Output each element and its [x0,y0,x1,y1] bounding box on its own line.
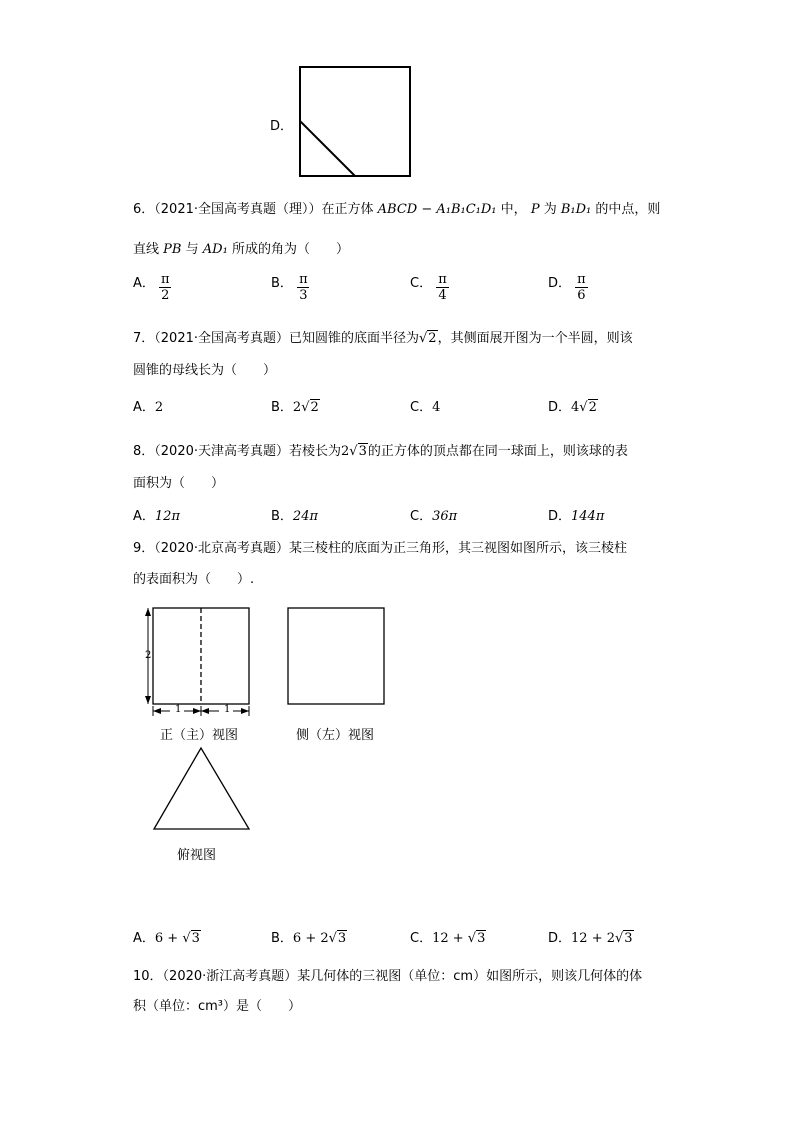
option-fraction: $\frac{\pi}{3}$ [299,272,308,303]
sqrt-expr: √2 [579,400,597,415]
option-value: 12 + [432,931,468,946]
q9-side-label: 侧（左）视图 [296,728,375,743]
option-label: B． [271,276,293,291]
q6-cube-expr: ABCD − A₁B₁C₁D₁ [377,202,497,217]
q5-option-d-figure [299,66,413,178]
q6-text-mid2: 为 [543,202,557,217]
q9-dim-left: 1 [175,704,182,715]
q7-text-a: 7．（2021·全国高考真题）已知圆锥的底面半径为 [133,331,419,346]
option-label: A． [133,400,155,415]
option-label: D． [548,509,572,524]
q6-point-p: P [530,202,540,217]
option-fraction: $\frac{\pi}{4}$ [438,272,447,303]
q6-segment-b1d1: B₁D₁ [560,202,592,217]
q6-option-a[interactable] [133,272,172,303]
option-label: A． [133,276,155,291]
sqrt-expr: √3 [328,931,347,946]
q9-option-a[interactable] [133,927,201,946]
option-coef: 4 [571,400,580,415]
q7-line2: 圆锥的母线长为（ ） [133,363,277,378]
q9-option-d[interactable] [548,927,634,946]
q7-line1 [133,327,633,346]
option-value: 6 + [154,931,183,946]
q10-line1: 10．（2020·浙江高考真题）某几何体的三视图（单位：cm）如图所示，则该几何体的体 [133,969,643,984]
option-fraction: $\frac{\pi}{2}$ [161,272,170,303]
q5-option-d-label: D． [270,119,294,134]
q9-option-b[interactable] [271,927,347,946]
q6-line2 [133,238,349,257]
sqrt-expr: √3 [467,931,486,946]
option-value: 4 [432,400,441,415]
q6-line2-c: 所成的角为（ ） [231,242,349,257]
option-label: D． [548,400,572,415]
top-view-triangle [154,748,249,829]
option-fraction: $\frac{\pi}{6}$ [577,272,586,303]
q9-option-c[interactable] [410,927,486,946]
q8-text-b: 的正方体的顶点都在同一球面上，则该球的表 [367,444,628,459]
arrow-right-icon [241,708,249,714]
arrow-right-icon [193,708,201,714]
q7-option-d[interactable] [548,396,598,415]
option-label: B． [271,509,293,524]
q6-source: 6．（2021·全国高考真题（理））在正方体 [133,202,374,217]
q7-option-c[interactable] [410,396,440,415]
q8-option-c[interactable] [410,505,457,524]
q7-option-b[interactable] [271,396,320,415]
option-value: 144π [571,509,605,524]
arrow-up-icon [145,608,151,616]
q6-line2-a: 直线 [133,242,160,257]
q6-option-b[interactable] [271,272,310,303]
option-label: A． [133,509,155,524]
option-label: D． [548,276,572,291]
diagonal-segment [300,121,355,176]
q6-line-pb: PB [163,242,182,257]
sqrt-expr: √3 [615,931,633,946]
sqrt-expr: √2 [419,331,437,346]
q8-option-b[interactable] [271,505,318,524]
option-label: B． [271,931,293,946]
option-label: C． [410,276,433,291]
square-outline [300,67,410,176]
q6-line2-b: 与 [185,242,199,257]
option-label: C． [410,400,433,415]
q8-text-a: 8．（2020·天津高考真题）若棱长为 [133,444,341,459]
q9-front-view [140,604,255,719]
option-value: 2 [154,400,164,415]
q6-text-mid3: 的中点，则 [595,202,661,217]
option-coef: 2 [292,400,302,415]
option-label: C． [410,931,433,946]
sqrt-expr: √2 [301,400,319,415]
q7-text-b: ，其侧面展开图为一个半圆，则该 [437,331,633,346]
q6-line1 [133,198,660,217]
q8-option-d[interactable] [548,505,604,524]
q7-option-a[interactable] [133,396,163,415]
arrow-left-icon [201,708,209,714]
q9-top-view [152,746,252,832]
q9-line2: 的表面积为（ ）. [133,572,255,587]
option-value: 36π [432,509,458,524]
option-label: B． [271,400,293,415]
sqrt-expr: √3 [349,444,367,459]
q9-dim-right: 1 [224,704,231,715]
q9-line1: 9．（2020·北京高考真题）某三棱柱的底面为正三角形，其三视图如图所示，该三棱柱 [133,541,627,556]
arrow-down-icon [145,696,151,704]
q9-dim-height: 2 [145,650,152,661]
q8-option-a[interactable] [133,505,180,524]
option-value: 12π [154,509,180,524]
q6-option-d[interactable] [548,272,588,303]
q8-line2: 面积为（ ） [133,476,225,491]
option-value: 12 + 2 [571,931,615,946]
q10-line2: 积（单位：cm³）是（ ） [133,999,302,1014]
arrow-left-icon [153,708,161,714]
q6-text-mid1: 中， [500,202,527,217]
side-view-square [288,608,384,704]
option-value: 24π [292,509,319,524]
option-label: A． [133,931,155,946]
q8-coef: 2 [341,444,350,459]
sqrt-expr: √3 [182,931,200,946]
q9-front-label: 正（主）视图 [160,728,239,743]
option-label: C． [410,509,433,524]
q6-line-ad1: AD₁ [202,242,228,257]
option-label: D． [548,931,572,946]
q9-top-label: 俯视图 [177,848,217,863]
q8-line1 [133,440,628,459]
q9-side-view [287,607,387,707]
option-value: 6 + 2 [292,931,329,946]
q6-option-c[interactable] [410,272,449,303]
